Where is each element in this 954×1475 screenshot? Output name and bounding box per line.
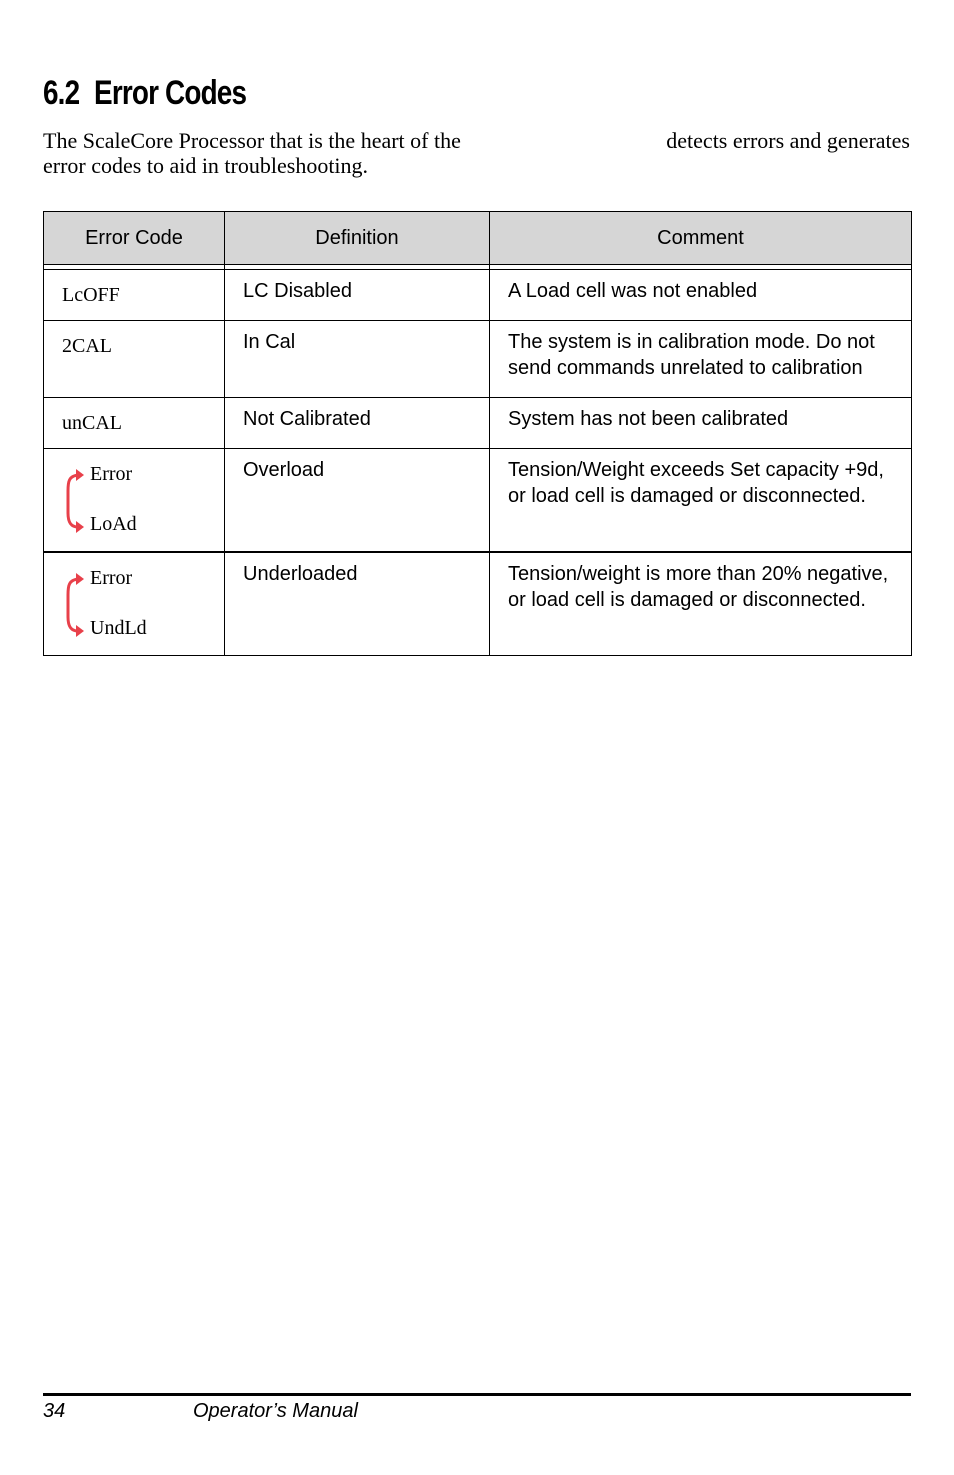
header-error-code: Error Code <box>44 212 225 265</box>
error-codes-table <box>43 211 912 656</box>
definition-cell: In Cal <box>225 321 490 398</box>
error-code-cell <box>44 552 225 656</box>
header-comment: Comment <box>490 212 912 265</box>
error-code-cell: 2CAL <box>44 321 225 398</box>
comment-cell: The system is in calibration mode. Do not send commands unrelated to calibration <box>490 321 912 398</box>
definition-cell: Overload <box>225 449 490 553</box>
intro-text-line2: error codes to aid in troubleshooting. <box>43 153 369 178</box>
definition-cell: LC Disabled <box>225 270 490 321</box>
error-code-top: Error <box>90 463 133 485</box>
table-row <box>44 321 912 398</box>
error-code-cell: unCAL <box>44 398 225 449</box>
intro-text-right: detects errors and generates <box>666 128 910 153</box>
table-row <box>44 449 912 553</box>
comment-cell: A Load cell was not enabled <box>490 270 912 321</box>
error-code-cell: LcOFF <box>44 270 225 321</box>
section-heading <box>43 74 246 113</box>
error-code-bottom: LoAd <box>90 513 137 535</box>
page-number: 34 <box>43 1400 66 1422</box>
comment-cell: System has not been calibrated <box>490 398 912 449</box>
footer-divider <box>43 1393 911 1396</box>
comment-cell: Tension/Weight exceeds Set capacity +9d, or load cell is damaged or disconnected. <box>490 449 912 553</box>
intro-paragraph <box>43 128 910 178</box>
header-definition: Definition <box>225 212 490 265</box>
table-row <box>44 270 912 321</box>
table-row <box>44 552 912 656</box>
table-row <box>44 398 912 449</box>
section-title: Error Codes <box>94 74 247 112</box>
definition-cell: Underloaded <box>225 552 490 656</box>
manual-title: Operator’s Manual <box>193 1400 358 1422</box>
alternating-arrow-icon <box>62 573 88 641</box>
definition-cell: Not Calibrated <box>225 398 490 449</box>
table-header-row <box>44 212 912 265</box>
error-code-bottom: UndLd <box>90 617 147 639</box>
alternating-arrow-icon <box>62 469 88 537</box>
section-number: 6.2 <box>43 74 80 112</box>
comment-cell: Tension/weight is more than 20% negative, or load cell is damaged or disconnected. <box>490 552 912 656</box>
error-code-top: Error <box>90 567 133 589</box>
error-code-cell <box>44 449 225 553</box>
intro-text-left: The ScaleCore Processor that is the heart of the <box>43 128 461 153</box>
